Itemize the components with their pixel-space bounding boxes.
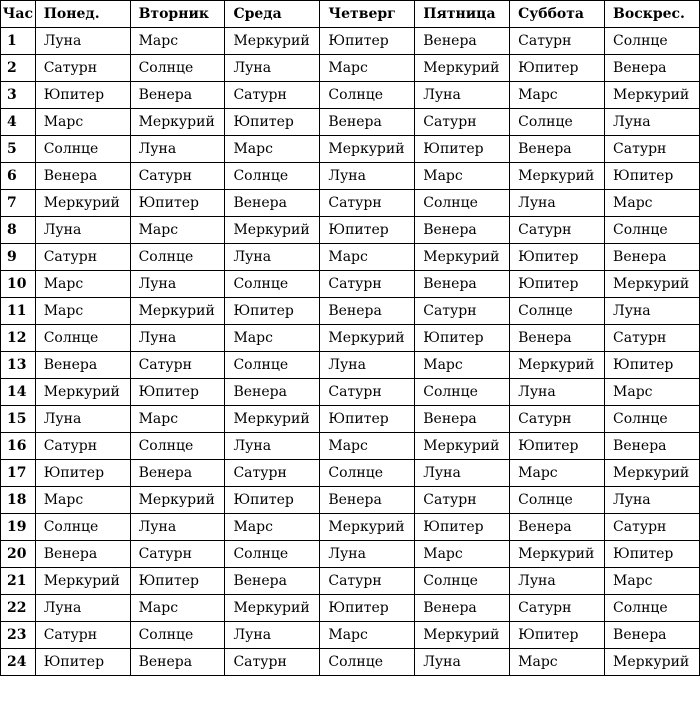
column-header-day: Вторник bbox=[130, 1, 225, 28]
planet-cell: Венера bbox=[130, 649, 225, 676]
planet-cell: Меркурий bbox=[225, 217, 320, 244]
planet-cell: Марс bbox=[130, 595, 225, 622]
planet-cell: Луна bbox=[225, 55, 320, 82]
planet-cell: Юпитер bbox=[605, 163, 700, 190]
planet-cell: Венера bbox=[415, 406, 510, 433]
table-row bbox=[1, 649, 700, 676]
planet-cell: Луна bbox=[320, 352, 415, 379]
table-row bbox=[1, 433, 700, 460]
planet-cell: Сатурн bbox=[225, 649, 320, 676]
planet-cell: Юпитер bbox=[35, 460, 130, 487]
planet-cell: Сатурн bbox=[510, 28, 605, 55]
planet-cell: Сатурн bbox=[605, 514, 700, 541]
planet-cell: Солнце bbox=[320, 460, 415, 487]
planet-cell: Марс bbox=[605, 568, 700, 595]
table-row bbox=[1, 28, 700, 55]
planet-cell: Юпитер bbox=[320, 28, 415, 55]
planet-cell: Юпитер bbox=[605, 352, 700, 379]
hour-cell: 6 bbox=[1, 163, 36, 190]
header-row bbox=[1, 1, 700, 28]
planet-cell: Венера bbox=[320, 109, 415, 136]
table-row bbox=[1, 487, 700, 514]
planet-cell: Юпитер bbox=[510, 55, 605, 82]
table-row bbox=[1, 217, 700, 244]
planet-cell: Сатурн bbox=[35, 244, 130, 271]
planet-cell: Марс bbox=[320, 433, 415, 460]
hour-cell: 24 bbox=[1, 649, 36, 676]
planet-cell: Меркурий bbox=[415, 244, 510, 271]
hour-cell: 18 bbox=[1, 487, 36, 514]
planet-cell: Венера bbox=[35, 163, 130, 190]
planet-cell: Солнце bbox=[225, 163, 320, 190]
planet-cell: Юпитер bbox=[605, 541, 700, 568]
planet-cell: Солнце bbox=[320, 82, 415, 109]
planet-cell: Солнце bbox=[225, 271, 320, 298]
planet-cell: Венера bbox=[605, 622, 700, 649]
planet-cell: Марс bbox=[415, 163, 510, 190]
planet-cell: Венера bbox=[35, 541, 130, 568]
planet-cell: Марс bbox=[225, 325, 320, 352]
planet-cell: Солнце bbox=[225, 352, 320, 379]
planet-cell: Меркурий bbox=[415, 433, 510, 460]
planet-cell: Юпитер bbox=[510, 622, 605, 649]
planet-cell: Венера bbox=[415, 217, 510, 244]
planet-cell: Юпитер bbox=[35, 649, 130, 676]
planet-cell: Солнце bbox=[130, 622, 225, 649]
planet-cell: Сатурн bbox=[225, 460, 320, 487]
table-header bbox=[1, 1, 700, 28]
table-row bbox=[1, 55, 700, 82]
table-row bbox=[1, 163, 700, 190]
planet-cell: Сатурн bbox=[415, 487, 510, 514]
column-header-day: Пятница bbox=[415, 1, 510, 28]
planet-cell: Марс bbox=[415, 541, 510, 568]
planet-cell: Луна bbox=[605, 298, 700, 325]
hour-cell: 12 bbox=[1, 325, 36, 352]
planet-cell: Марс bbox=[605, 379, 700, 406]
table-row bbox=[1, 541, 700, 568]
planet-cell: Сатурн bbox=[130, 163, 225, 190]
hour-cell: 23 bbox=[1, 622, 36, 649]
hour-cell: 4 bbox=[1, 109, 36, 136]
planet-cell: Марс bbox=[130, 28, 225, 55]
column-header-day: Среда bbox=[225, 1, 320, 28]
planet-cell: Луна bbox=[415, 460, 510, 487]
planet-cell: Солнце bbox=[510, 109, 605, 136]
planet-cell: Солнце bbox=[35, 514, 130, 541]
table-row bbox=[1, 82, 700, 109]
planet-cell: Солнце bbox=[415, 190, 510, 217]
column-header-day: Суббота bbox=[510, 1, 605, 28]
planet-cell: Сатурн bbox=[35, 55, 130, 82]
planet-cell: Венера bbox=[225, 190, 320, 217]
planet-cell: Меркурий bbox=[225, 595, 320, 622]
planet-cell: Меркурий bbox=[605, 460, 700, 487]
planet-cell: Меркурий bbox=[415, 622, 510, 649]
table-row bbox=[1, 622, 700, 649]
planet-cell: Луна bbox=[35, 595, 130, 622]
table-row bbox=[1, 271, 700, 298]
planet-cell: Юпитер bbox=[510, 433, 605, 460]
planet-cell: Марс bbox=[510, 82, 605, 109]
planet-cell: Юпитер bbox=[415, 136, 510, 163]
planet-cell: Сатурн bbox=[510, 406, 605, 433]
table-row bbox=[1, 352, 700, 379]
planet-cell: Солнце bbox=[605, 406, 700, 433]
planet-cell: Сатурн bbox=[320, 379, 415, 406]
planet-cell: Марс bbox=[35, 271, 130, 298]
planet-cell: Луна bbox=[415, 649, 510, 676]
planet-cell: Луна bbox=[320, 541, 415, 568]
planet-cell: Солнце bbox=[225, 541, 320, 568]
hour-cell: 10 bbox=[1, 271, 36, 298]
planet-cell: Венера bbox=[320, 487, 415, 514]
planet-cell: Меркурий bbox=[510, 352, 605, 379]
planet-cell: Меркурий bbox=[35, 568, 130, 595]
column-header-hour: Час bbox=[1, 1, 36, 28]
planet-cell: Венера bbox=[35, 352, 130, 379]
planet-cell: Меркурий bbox=[225, 28, 320, 55]
table-row bbox=[1, 190, 700, 217]
planet-cell: Юпитер bbox=[510, 271, 605, 298]
planet-cell: Сатурн bbox=[605, 325, 700, 352]
planet-cell: Сатурн bbox=[510, 595, 605, 622]
hour-cell: 8 bbox=[1, 217, 36, 244]
planet-cell: Юпитер bbox=[225, 109, 320, 136]
planet-cell: Марс bbox=[415, 352, 510, 379]
planet-cell: Луна bbox=[130, 136, 225, 163]
table-row bbox=[1, 109, 700, 136]
planet-cell: Луна bbox=[35, 406, 130, 433]
planet-cell: Марс bbox=[605, 190, 700, 217]
planet-cell: Марс bbox=[35, 109, 130, 136]
hour-cell: 14 bbox=[1, 379, 36, 406]
planet-cell: Венера bbox=[510, 136, 605, 163]
planet-cell: Меркурий bbox=[605, 271, 700, 298]
planet-cell: Солнце bbox=[605, 28, 700, 55]
planet-cell: Сатурн bbox=[35, 433, 130, 460]
planet-cell: Меркурий bbox=[320, 325, 415, 352]
table-row bbox=[1, 460, 700, 487]
planet-cell: Венера bbox=[510, 325, 605, 352]
planet-cell: Солнце bbox=[130, 55, 225, 82]
planet-cell: Солнце bbox=[320, 649, 415, 676]
hour-cell: 20 bbox=[1, 541, 36, 568]
planet-cell: Юпитер bbox=[225, 298, 320, 325]
table-row bbox=[1, 379, 700, 406]
planet-cell: Венера bbox=[605, 433, 700, 460]
planet-cell: Юпитер bbox=[320, 595, 415, 622]
hour-cell: 7 bbox=[1, 190, 36, 217]
planet-cell: Марс bbox=[320, 244, 415, 271]
planet-cell: Луна bbox=[510, 379, 605, 406]
hour-cell: 1 bbox=[1, 28, 36, 55]
planet-cell: Юпитер bbox=[130, 190, 225, 217]
planet-cell: Солнце bbox=[415, 568, 510, 595]
planet-cell: Марс bbox=[320, 55, 415, 82]
planet-cell: Меркурий bbox=[130, 109, 225, 136]
planet-cell: Солнце bbox=[510, 487, 605, 514]
planet-cell: Солнце bbox=[35, 325, 130, 352]
planet-cell: Венера bbox=[320, 298, 415, 325]
planet-cell: Сатурн bbox=[225, 82, 320, 109]
hour-cell: 16 bbox=[1, 433, 36, 460]
planet-cell: Луна bbox=[130, 514, 225, 541]
planet-cell: Сатурн bbox=[320, 271, 415, 298]
planet-cell: Венера bbox=[605, 55, 700, 82]
hour-cell: 5 bbox=[1, 136, 36, 163]
planet-cell: Луна bbox=[415, 82, 510, 109]
planet-cell: Венера bbox=[130, 82, 225, 109]
planet-cell: Венера bbox=[225, 379, 320, 406]
planet-cell: Луна bbox=[510, 568, 605, 595]
planet-cell: Солнце bbox=[605, 595, 700, 622]
planet-cell: Сатурн bbox=[605, 136, 700, 163]
planet-cell: Сатурн bbox=[415, 109, 510, 136]
planet-cell: Меркурий bbox=[605, 82, 700, 109]
planet-cell: Солнце bbox=[605, 217, 700, 244]
planet-cell: Луна bbox=[320, 163, 415, 190]
planet-cell: Венера bbox=[130, 460, 225, 487]
planet-cell: Меркурий bbox=[130, 487, 225, 514]
planet-cell: Меркурий bbox=[35, 190, 130, 217]
table-body bbox=[1, 28, 700, 676]
planet-cell: Марс bbox=[35, 298, 130, 325]
planet-cell: Марс bbox=[130, 406, 225, 433]
planet-cell: Луна bbox=[510, 190, 605, 217]
planet-cell: Луна bbox=[225, 433, 320, 460]
hour-cell: 15 bbox=[1, 406, 36, 433]
planet-cell: Венера bbox=[415, 28, 510, 55]
planet-cell: Юпитер bbox=[130, 568, 225, 595]
planet-cell: Марс bbox=[510, 460, 605, 487]
table-row bbox=[1, 514, 700, 541]
planet-cell: Меркурий bbox=[320, 514, 415, 541]
hour-cell: 13 bbox=[1, 352, 36, 379]
planet-cell: Меркурий bbox=[225, 406, 320, 433]
planet-cell: Юпитер bbox=[415, 325, 510, 352]
hour-cell: 3 bbox=[1, 82, 36, 109]
planet-cell: Солнце bbox=[415, 379, 510, 406]
planet-cell: Луна bbox=[35, 217, 130, 244]
planet-cell: Меркурий bbox=[510, 163, 605, 190]
planet-cell: Меркурий bbox=[415, 55, 510, 82]
planet-cell: Меркурий bbox=[605, 649, 700, 676]
planet-cell: Марс bbox=[510, 649, 605, 676]
table-row bbox=[1, 244, 700, 271]
planet-cell: Марс bbox=[130, 217, 225, 244]
planet-cell: Юпитер bbox=[225, 487, 320, 514]
planet-cell: Меркурий bbox=[130, 298, 225, 325]
planet-cell: Сатурн bbox=[35, 622, 130, 649]
planet-cell: Сатурн bbox=[415, 298, 510, 325]
planet-cell: Юпитер bbox=[320, 406, 415, 433]
planet-cell: Солнце bbox=[130, 244, 225, 271]
table-row bbox=[1, 136, 700, 163]
hour-cell: 22 bbox=[1, 595, 36, 622]
planet-cell: Луна bbox=[605, 109, 700, 136]
column-header-day: Воскрес. bbox=[605, 1, 700, 28]
hour-cell: 9 bbox=[1, 244, 36, 271]
planet-cell: Сатурн bbox=[130, 541, 225, 568]
planet-cell: Марс bbox=[225, 514, 320, 541]
table-row bbox=[1, 406, 700, 433]
planet-cell: Меркурий bbox=[35, 379, 130, 406]
hour-cell: 21 bbox=[1, 568, 36, 595]
planet-cell: Сатурн bbox=[130, 352, 225, 379]
hour-cell: 11 bbox=[1, 298, 36, 325]
planet-cell: Венера bbox=[415, 595, 510, 622]
planet-cell: Сатурн bbox=[320, 190, 415, 217]
planet-cell: Луна bbox=[605, 487, 700, 514]
hour-cell: 19 bbox=[1, 514, 36, 541]
planet-cell: Луна bbox=[225, 244, 320, 271]
planet-cell: Юпитер bbox=[415, 514, 510, 541]
planet-cell: Юпитер bbox=[35, 82, 130, 109]
table-row bbox=[1, 595, 700, 622]
planet-cell: Луна bbox=[130, 325, 225, 352]
planet-cell: Венера bbox=[225, 568, 320, 595]
planet-cell: Марс bbox=[35, 487, 130, 514]
planet-cell: Венера bbox=[415, 271, 510, 298]
planet-cell: Луна bbox=[35, 28, 130, 55]
hour-cell: 2 bbox=[1, 55, 36, 82]
table-row bbox=[1, 325, 700, 352]
hour-cell: 17 bbox=[1, 460, 36, 487]
planet-cell: Солнце bbox=[130, 433, 225, 460]
table-row bbox=[1, 298, 700, 325]
planet-cell: Венера bbox=[510, 514, 605, 541]
planet-cell: Меркурий bbox=[510, 541, 605, 568]
planet-cell: Юпитер bbox=[130, 379, 225, 406]
planet-cell: Сатурн bbox=[510, 217, 605, 244]
planet-cell: Луна bbox=[130, 271, 225, 298]
planet-cell: Марс bbox=[320, 622, 415, 649]
planet-cell: Марс bbox=[225, 136, 320, 163]
planet-cell: Солнце bbox=[35, 136, 130, 163]
column-header-day: Понед. bbox=[35, 1, 130, 28]
planet-cell: Меркурий bbox=[320, 136, 415, 163]
column-header-day: Четверг bbox=[320, 1, 415, 28]
planet-cell: Юпитер bbox=[320, 217, 415, 244]
table-row bbox=[1, 568, 700, 595]
planet-cell: Солнце bbox=[510, 298, 605, 325]
planet-cell: Венера bbox=[605, 244, 700, 271]
planet-cell: Луна bbox=[225, 622, 320, 649]
planet-cell: Юпитер bbox=[510, 244, 605, 271]
planet-cell: Сатурн bbox=[320, 568, 415, 595]
